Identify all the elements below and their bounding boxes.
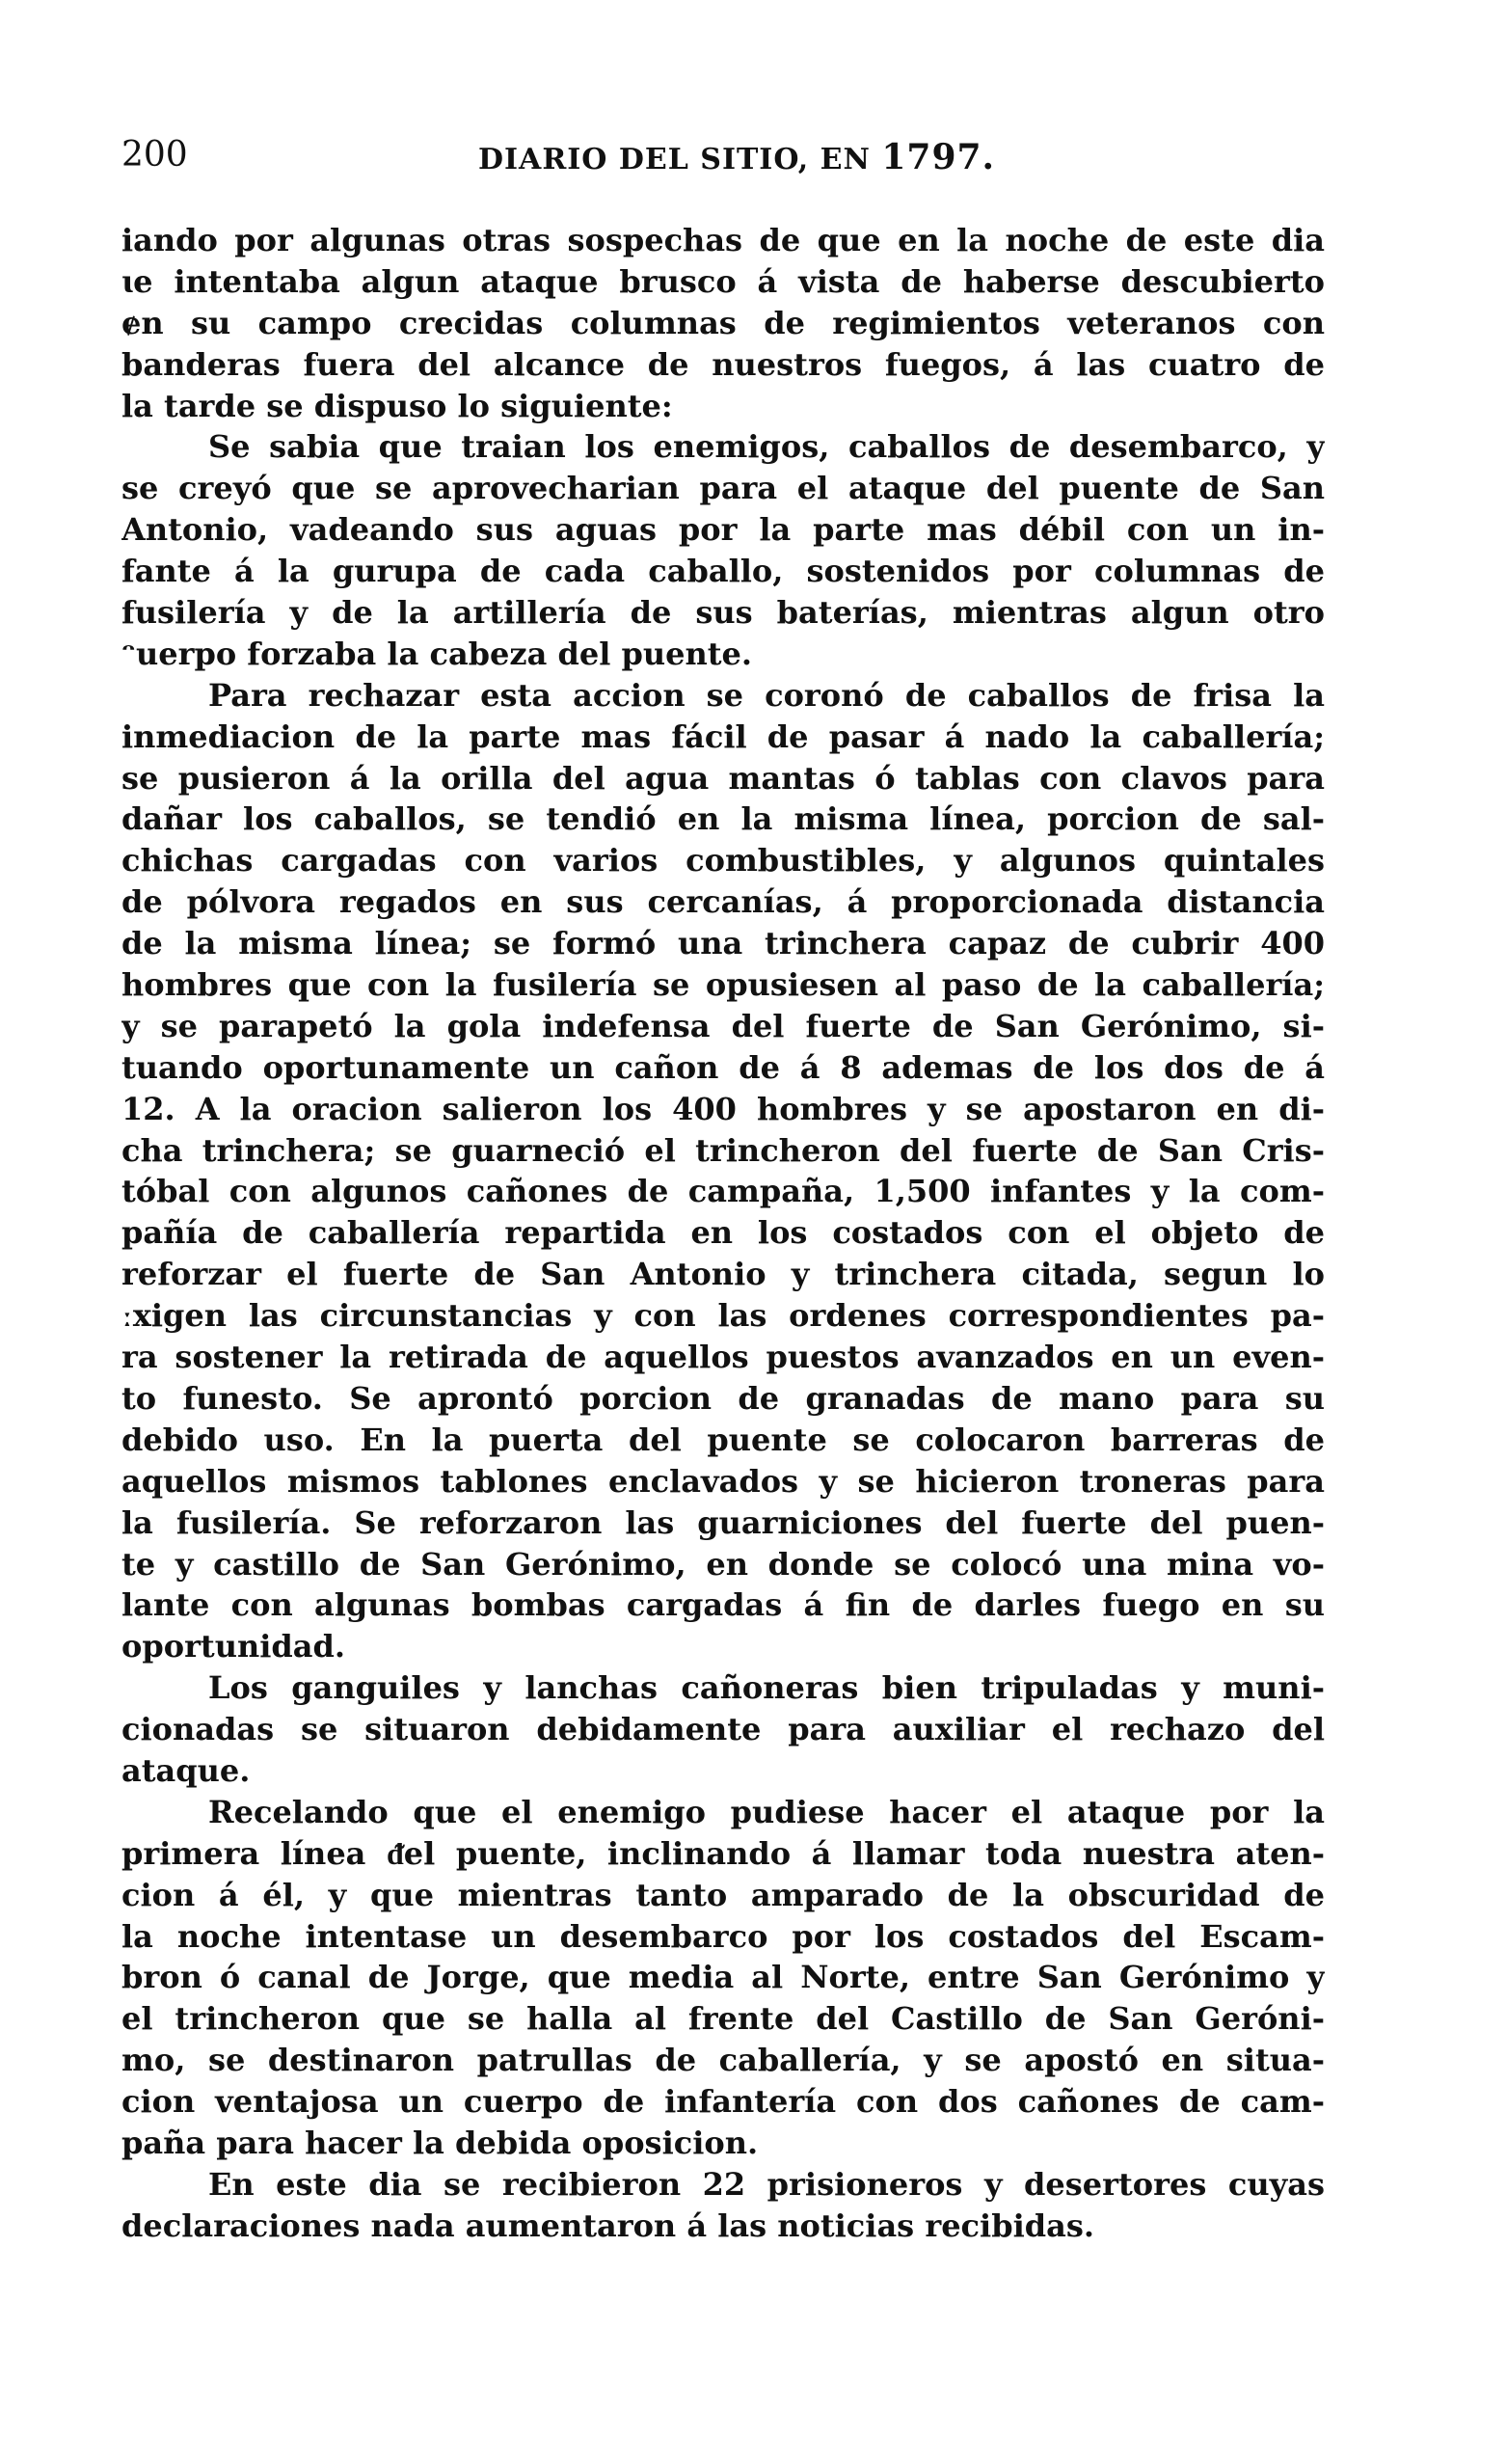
text-line: cion ventajosa un cuerpo de infantería con dos cañones de cam- <box>121 2083 1325 2121</box>
text-line: inmediacion de la parte mas fácil de pasar á nado la caballería; <box>121 718 1325 755</box>
text-line: mo, se destinaron patrullas de caballería, y se apostó en situa- <box>121 2042 1325 2079</box>
text-line: primera línea ᵭel puente, inclinando á llamar toda nuestra aten- <box>121 1834 1325 1872</box>
text-line: la fusilería. Se reforzaron las guarniciones del fuerte del puen- <box>121 1503 1325 1541</box>
text-line: bron ó canal de Jorge, que media al Norte, entre San Gerónimo y <box>121 1959 1325 1996</box>
text-line: tóbal con algunos cañones de campaña, 1,500 infantes y la com- <box>121 1173 1325 1210</box>
text-line: fusilería y de la artillería de sus baterías, mientras algun otro <box>121 594 1325 632</box>
text-line: ᵔuerpo forzaba la cabeza del puente. <box>121 635 753 672</box>
text-line: de la misma línea; se formó una trinchera capaz de cubrir 400 <box>121 925 1325 962</box>
text-line: Los ganguiles y lanchas cañoneras bien tripuladas y muni- <box>208 1669 1325 1707</box>
text-line: cha trinchera; se guarneció el trincheron del fuerte de San Cris- <box>121 1131 1325 1169</box>
text-line: aquellos mismos tablones enclavados y se hicieron troneras para <box>121 1462 1325 1500</box>
text-line: paña para hacer la debida oposicion. <box>121 2124 759 2161</box>
text-line: la noche intentase un desembarco por los costados del Escam- <box>121 1917 1325 1955</box>
text-line: lante con algunas bombas cargadas á fin de darles fuego en su <box>121 1586 1325 1624</box>
text-line: cion á él, y que mientras tanto amparado de la obscuridad de <box>121 1876 1325 1913</box>
text-line: Se sabia que traian los enemigos, caballos de desembarco, y <box>208 428 1325 466</box>
text-line: declaraciones nada aumentaron á las noticias recibidas. <box>121 2207 1094 2244</box>
running-head-title: DIARIO DEL SITIO, EN <box>478 143 871 176</box>
text-line: ɩe intentaba algun ataque brusco á vista de haberse descubierto <box>121 262 1325 300</box>
text-line: iando por algunas otras sospechas de que en la noche de este dia <box>121 222 1325 258</box>
text-line: oportunidad. <box>121 1628 346 1665</box>
page-number: 200 <box>121 135 188 175</box>
running-head <box>478 137 995 177</box>
text-line: ra sostener la retirada de aquellos puestos avanzados en un even- <box>121 1339 1325 1376</box>
text-line: 12. A la oracion salieron los 400 hombres y se apostaron en di- <box>121 1090 1325 1127</box>
text-line: to funesto. Se aprontó porcion de granadas de mano para su <box>121 1379 1325 1417</box>
text-line: se pusieron á la orilla del agua mantas ó tablas con clavos para <box>121 759 1325 797</box>
text-line: chichas cargadas con varios combustibles, y algunos quintales <box>121 842 1325 880</box>
text-line: se creyó que se aprovecharian para el ataque del puente de San <box>121 470 1325 507</box>
text-line: ataque. <box>121 1751 251 1789</box>
text-line: reforzar el fuerte de San Antonio y trinchera citada, segun lo <box>121 1256 1325 1293</box>
text-line: debido uso. En la puerta del puente se colocaron barreras de <box>121 1421 1325 1458</box>
text-line: dañar los caballos, se tendió en la misma línea, porcion de sal- <box>121 800 1325 838</box>
page-header <box>121 135 1327 183</box>
text-line: cionadas se situaron debidamente para auxiliar el rechazo del <box>121 1711 1325 1748</box>
text-line: Antonio, vadeando sus aguas por la parte mas débil con un in- <box>121 511 1325 549</box>
text-line: ɇn su campo crecidas columnas de regimientos veteranos con <box>121 304 1325 341</box>
text-line: el trincheron que se halla al frente del Castillo de San Geróni- <box>121 2000 1325 2038</box>
text-line: y se parapetó la gola indefensa del fuerte de San Gerónimo, si- <box>121 1007 1325 1044</box>
text-line: Para rechazar esta accion se coronó de caballos de frisa la <box>208 676 1325 714</box>
text-line: hombres que con la fusilería se opusiesen al paso de la caballería; <box>121 966 1325 1004</box>
text-line: banderas fuera del alcance de nuestros fuegos, á las cuatro de <box>121 345 1325 383</box>
body-text <box>121 220 1325 2247</box>
text-line: fante á la gurupa de cada caballo, sostenidos por columnas de <box>121 553 1325 590</box>
text-line: tuando oportunamente un cañon de á 8 ademas de los dos de á <box>121 1048 1325 1086</box>
running-head-year: 1797. <box>881 137 996 177</box>
text-line: En este dia se recibieron 22 prisioneros y desertores cuyas <box>208 2165 1325 2203</box>
text-line: Recelando que el enemigo pudiese hacer el ataque por la <box>208 1793 1325 1830</box>
text-line: la tarde se dispuso lo siguiente: <box>121 387 673 424</box>
text-line: pañía de caballería repartida en los costados con el objeto de <box>121 1214 1325 1252</box>
text-line: te y castillo de San Gerónimo, en donde se colocó una mina vo- <box>121 1545 1325 1583</box>
text-line: de pólvora regados en sus cercanías, á proporcionada distancia <box>121 883 1325 921</box>
text-line: ːxigen las circunstancias y con las ordenes correspondientes pa- <box>121 1297 1325 1335</box>
